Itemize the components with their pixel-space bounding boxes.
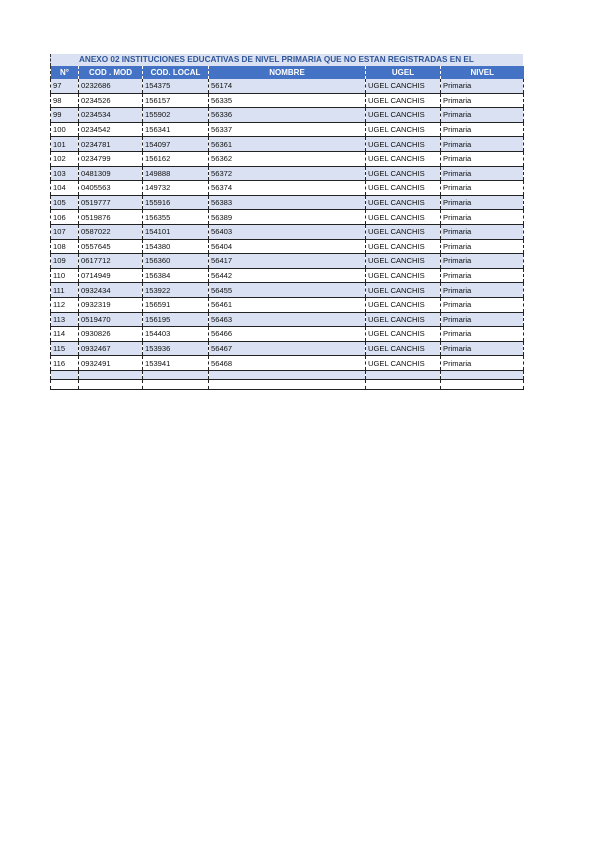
cell-ugel: UGEL CANCHIS	[366, 341, 441, 356]
cell-number: 100	[51, 122, 79, 137]
cell-number: 103	[51, 166, 79, 181]
empty-cell	[51, 380, 79, 390]
cell-nivel: Primaria	[441, 79, 524, 93]
cell-ugel: UGEL CANCHIS	[366, 224, 441, 239]
cell-cod-mod: 0714949	[79, 268, 143, 283]
cell-nombre: 56403	[209, 224, 366, 239]
cell-nombre: 56383	[209, 195, 366, 210]
empty-row	[51, 370, 524, 380]
cell-ugel: UGEL CANCHIS	[366, 312, 441, 327]
header-row	[51, 66, 524, 79]
cell-nombre: 56404	[209, 239, 366, 254]
cell-nombre: 56455	[209, 283, 366, 298]
cell-nombre: 56361	[209, 137, 366, 152]
cell-nombre: 56362	[209, 151, 366, 166]
cell-nivel: Primaria	[441, 195, 524, 210]
institutions-table	[50, 66, 524, 390]
cell-cod-local: 156162	[143, 151, 209, 166]
empty-cell	[366, 370, 441, 380]
cell-nombre: 56461	[209, 297, 366, 312]
cell-nombre: 56467	[209, 341, 366, 356]
cell-ugel: UGEL CANCHIS	[366, 297, 441, 312]
cell-cod-mod: 0405563	[79, 181, 143, 196]
table-row	[51, 122, 524, 137]
table-row	[51, 268, 524, 283]
cell-nivel: Primaria	[441, 108, 524, 123]
table-row	[51, 108, 524, 123]
cell-cod-local: 155902	[143, 108, 209, 123]
cell-number: 104	[51, 181, 79, 196]
table-row	[51, 93, 524, 108]
empty-row	[51, 380, 524, 390]
cell-cod-mod: 0232686	[79, 79, 143, 93]
table-row	[51, 297, 524, 312]
column-header-nivel: NIVEL	[441, 66, 524, 79]
empty-cell	[51, 370, 79, 380]
cell-cod-mod: 0234542	[79, 122, 143, 137]
table-row	[51, 210, 524, 225]
spreadsheet	[50, 54, 523, 390]
title-row	[50, 54, 523, 66]
empty-cell	[79, 380, 143, 390]
cell-number: 106	[51, 210, 79, 225]
cell-ugel: UGEL CANCHIS	[366, 108, 441, 123]
cell-nivel: Primaria	[441, 239, 524, 254]
cell-nombre: 56336	[209, 108, 366, 123]
cell-cod-mod: 0234526	[79, 93, 143, 108]
cell-cod-mod: 0932467	[79, 341, 143, 356]
cell-cod-local: 149888	[143, 166, 209, 181]
cell-nivel: Primaria	[441, 93, 524, 108]
cell-nombre: 56466	[209, 327, 366, 342]
cell-cod-local: 154380	[143, 239, 209, 254]
table-row	[51, 341, 524, 356]
cell-nivel: Primaria	[441, 341, 524, 356]
cell-nivel: Primaria	[441, 312, 524, 327]
empty-cell	[366, 380, 441, 390]
empty-cell	[441, 380, 524, 390]
cell-cod-local: 149732	[143, 181, 209, 196]
cell-cod-mod: 0234781	[79, 137, 143, 152]
cell-number: 101	[51, 137, 79, 152]
cell-number: 107	[51, 224, 79, 239]
cell-nivel: Primaria	[441, 210, 524, 225]
cell-cod-mod: 0519470	[79, 312, 143, 327]
cell-cod-local: 156355	[143, 210, 209, 225]
cell-ugel: UGEL CANCHIS	[366, 268, 441, 283]
cell-cod-local: 153922	[143, 283, 209, 298]
cell-cod-mod: 0930826	[79, 327, 143, 342]
cell-nombre: 56389	[209, 210, 366, 225]
table-row	[51, 137, 524, 152]
cell-cod-local: 154101	[143, 224, 209, 239]
cell-cod-local: 156591	[143, 297, 209, 312]
cell-number: 109	[51, 254, 79, 269]
table-body	[51, 79, 524, 389]
cell-ugel: UGEL CANCHIS	[366, 93, 441, 108]
cell-number: 115	[51, 341, 79, 356]
sheet-title: ANEXO 02 INSTITUCIONES EDUCATIVAS DE NIVEL PRIMARIA QUE NO ESTAN REGISTRADAS EN EL	[79, 55, 474, 64]
cell-cod-mod: 0519777	[79, 195, 143, 210]
table-row	[51, 239, 524, 254]
cell-ugel: UGEL CANCHIS	[366, 239, 441, 254]
cell-ugel: UGEL CANCHIS	[366, 283, 441, 298]
cell-number: 116	[51, 356, 79, 371]
cell-nombre: 56468	[209, 356, 366, 371]
cell-cod-local: 154375	[143, 79, 209, 93]
empty-cell	[209, 370, 366, 380]
cell-cod-local: 153936	[143, 341, 209, 356]
cell-cod-local: 156195	[143, 312, 209, 327]
cell-ugel: UGEL CANCHIS	[366, 122, 441, 137]
cell-nombre: 56372	[209, 166, 366, 181]
table-row	[51, 79, 524, 93]
cell-cod-mod: 0557645	[79, 239, 143, 254]
table-row	[51, 254, 524, 269]
column-header-ugel: UGEL	[366, 66, 441, 79]
cell-nombre: 56463	[209, 312, 366, 327]
cell-ugel: UGEL CANCHIS	[366, 181, 441, 196]
cell-ugel: UGEL CANCHIS	[366, 254, 441, 269]
table-row	[51, 181, 524, 196]
empty-cell	[441, 370, 524, 380]
empty-cell	[143, 380, 209, 390]
column-header-cod-local: COD. LOCAL	[143, 66, 209, 79]
cell-ugel: UGEL CANCHIS	[366, 166, 441, 181]
cell-ugel: UGEL CANCHIS	[366, 327, 441, 342]
cell-nivel: Primaria	[441, 268, 524, 283]
column-header-cod-mod: COD . MOD	[79, 66, 143, 79]
table-row	[51, 166, 524, 181]
cell-nombre: 56374	[209, 181, 366, 196]
cell-number: 111	[51, 283, 79, 298]
cell-cod-mod: 0932319	[79, 297, 143, 312]
cell-cod-local: 153941	[143, 356, 209, 371]
cell-nivel: Primaria	[441, 181, 524, 196]
cell-nombre: 56417	[209, 254, 366, 269]
cell-ugel: UGEL CANCHIS	[366, 79, 441, 93]
cell-cod-mod: 0587022	[79, 224, 143, 239]
cell-nivel: Primaria	[441, 224, 524, 239]
cell-ugel: UGEL CANCHIS	[366, 151, 441, 166]
cell-cod-local: 156341	[143, 122, 209, 137]
table-row	[51, 327, 524, 342]
cell-number: 113	[51, 312, 79, 327]
cell-cod-mod: 0932491	[79, 356, 143, 371]
empty-cell	[143, 370, 209, 380]
cell-ugel: UGEL CANCHIS	[366, 137, 441, 152]
cell-number: 105	[51, 195, 79, 210]
column-header-number: N°	[51, 66, 79, 79]
cell-cod-mod: 0617712	[79, 254, 143, 269]
cell-nombre: 56337	[209, 122, 366, 137]
cell-nivel: Primaria	[441, 327, 524, 342]
cell-nivel: Primaria	[441, 151, 524, 166]
table-row	[51, 224, 524, 239]
cell-cod-mod: 0481309	[79, 166, 143, 181]
table-row	[51, 312, 524, 327]
cell-number: 102	[51, 151, 79, 166]
cell-nombre: 56335	[209, 93, 366, 108]
cell-number: 108	[51, 239, 79, 254]
cell-nivel: Primaria	[441, 137, 524, 152]
cell-number: 98	[51, 93, 79, 108]
cell-nivel: Primaria	[441, 356, 524, 371]
cell-cod-mod: 0234534	[79, 108, 143, 123]
cell-number: 97	[51, 79, 79, 93]
table-row	[51, 151, 524, 166]
cell-nombre: 56442	[209, 268, 366, 283]
column-header-nombre: NOMBRE	[209, 66, 366, 79]
table-row	[51, 356, 524, 371]
cell-nivel: Primaria	[441, 122, 524, 137]
cell-number: 99	[51, 108, 79, 123]
cell-nivel: Primaria	[441, 254, 524, 269]
cell-cod-mod: 0234799	[79, 151, 143, 166]
empty-cell	[209, 380, 366, 390]
table-row	[51, 283, 524, 298]
cell-number: 112	[51, 297, 79, 312]
cell-nivel: Primaria	[441, 283, 524, 298]
cell-cod-mod: 0519876	[79, 210, 143, 225]
cell-ugel: UGEL CANCHIS	[366, 210, 441, 225]
cell-cod-local: 156384	[143, 268, 209, 283]
cell-ugel: UGEL CANCHIS	[366, 356, 441, 371]
cell-cod-local: 155916	[143, 195, 209, 210]
empty-cell	[79, 370, 143, 380]
cell-ugel: UGEL CANCHIS	[366, 195, 441, 210]
cell-cod-local: 154403	[143, 327, 209, 342]
cell-cod-local: 156157	[143, 93, 209, 108]
table-row	[51, 195, 524, 210]
cell-nombre: 56174	[209, 79, 366, 93]
cell-cod-local: 154097	[143, 137, 209, 152]
cell-cod-mod: 0932434	[79, 283, 143, 298]
cell-number: 110	[51, 268, 79, 283]
cell-number: 114	[51, 327, 79, 342]
cell-nivel: Primaria	[441, 166, 524, 181]
cell-cod-local: 156360	[143, 254, 209, 269]
cell-nivel: Primaria	[441, 297, 524, 312]
